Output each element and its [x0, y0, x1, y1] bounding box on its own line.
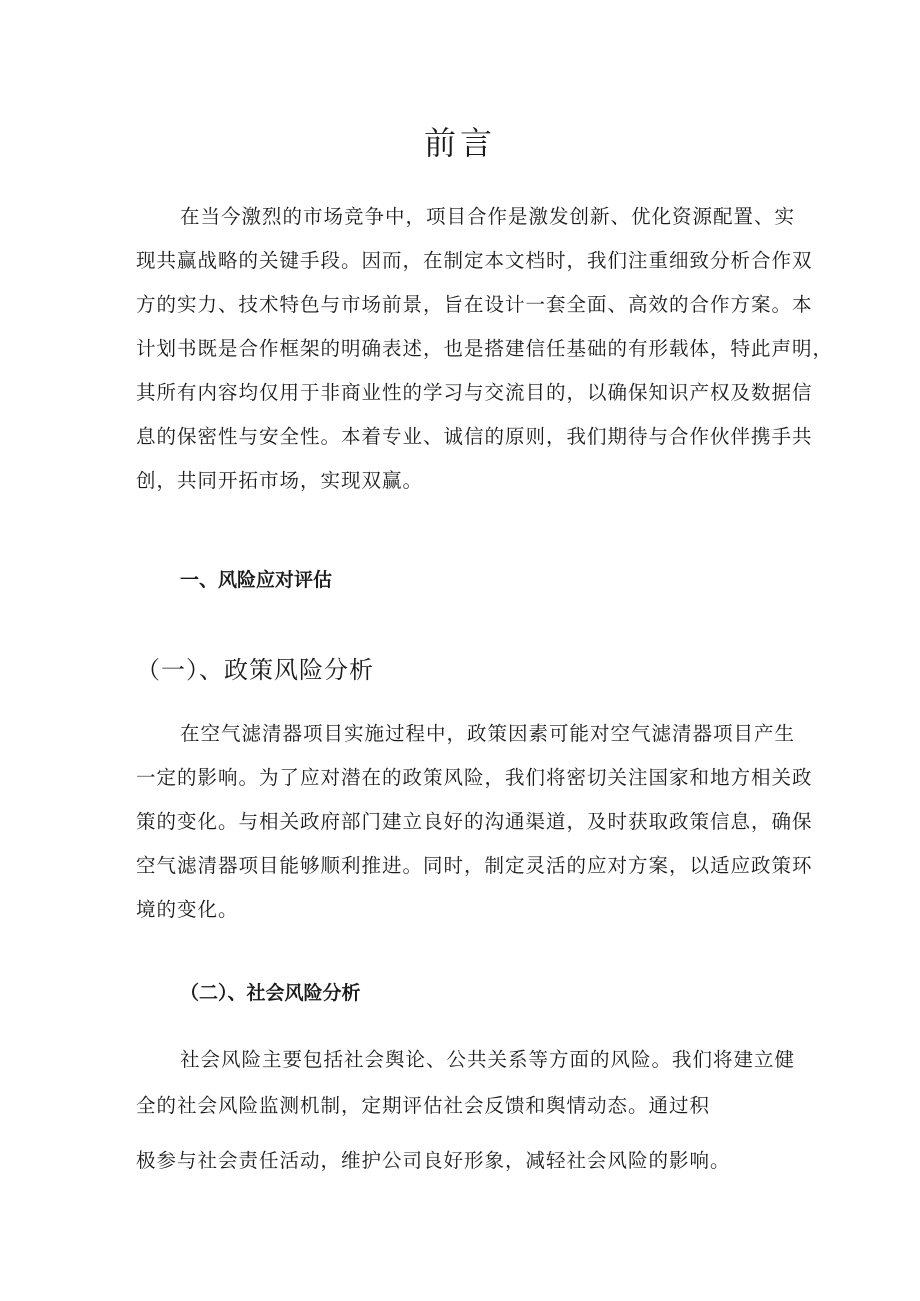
paragraph-line: 其所有内容均仅用于非商业性的学习与交流目的，以确保知识产权及数据信	[136, 381, 813, 404]
paragraph-line: 策的变化。与相关政府部门建立良好的沟通渠道，及时获取政策信息，确保	[136, 810, 813, 833]
paragraph-line: 创，共同开拓市场，实现双赢。	[136, 469, 424, 492]
paragraph-line: 一定的影响。为了应对潜在的政策风险，我们将密切关注国家和地方相关政	[136, 766, 813, 789]
paragraph-line: 社会风险主要包括社会舆论、公共关系等方面的风险。我们将建立健	[180, 1048, 796, 1071]
paragraph-line: 极参与社会责任活动，维护公司良好形象，减轻社会风险的影响。	[136, 1149, 731, 1172]
paragraph-line: 境的变化。	[136, 898, 239, 921]
paragraph-line: 全的社会风险监测机制，定期评估社会反馈和舆情动态。通过积	[136, 1094, 711, 1117]
paragraph-line: 计划书既是合作框架的明确表述，也是搭建信任基础的有形载体，特此声明，	[136, 337, 834, 360]
paragraph-line: 在空气滤清器项目实施过程中，政策因素可能对空气滤清器项目产生	[180, 722, 796, 745]
paragraph-line: 在当今激烈的市场竞争中，项目合作是激发创新、优化资源配置、实	[180, 205, 796, 228]
paragraph-line: 空气滤清器项目能够顺利推进。同时，制定灵活的应对方案，以适应政策环	[136, 854, 813, 877]
subsection-heading: （二）、社会风险分析	[180, 982, 361, 1004]
section-heading: 一、风险应对评估	[180, 569, 333, 591]
paragraph-line: 方的实力、技术特色与市场前景，旨在设计一套全面、高效的合作方案。本	[136, 293, 813, 316]
paragraph-line: 息的保密性与安全性。本着专业、诚信的原则，我们期待与合作伙伴携手共	[136, 425, 813, 448]
subsection-heading: （一）、政策风险分析	[136, 656, 374, 684]
page-title: 前言	[423, 124, 496, 162]
paragraph-line: 现共赢战略的关键手段。因而，在制定本文档时，我们注重细致分析合作双	[136, 249, 813, 272]
